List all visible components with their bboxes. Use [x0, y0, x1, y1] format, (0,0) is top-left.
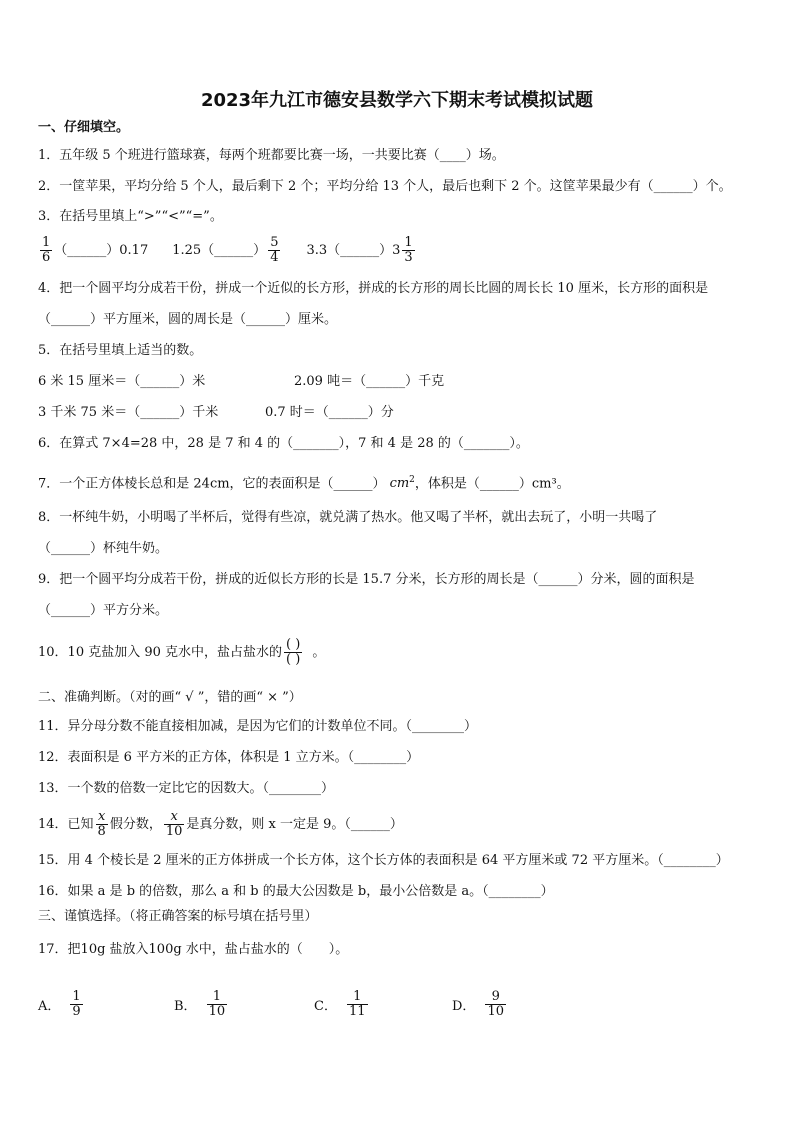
question-8-line-2: （______）杯纯牛奶。	[38, 541, 169, 556]
question-13: 13．一个数的倍数一定比它的因数大。（________）	[38, 781, 335, 796]
question-9-line-1: 9．把一个圆平均分成若干份，拼成的近似长方形的长是 15.7 分米，长方形的周长是（______）分米，圆的面积是	[38, 572, 695, 587]
option-c[interactable]: C． $\frac{1}{11}$	[314, 989, 366, 1019]
question-12: 12．表面积是 6 平方米的正方体，体积是 1 立方米。（________）	[38, 750, 420, 765]
section-heading-fill-in: 一、仔细填空。	[38, 120, 130, 135]
question-6: 6．在算式 7×4=28 中，28 是 7 和 4 的（_______），7 和 4 是 28 的（_______）。	[38, 436, 529, 451]
question-4-line-2: （______）平方厘米，圆的周长是（______）厘米。	[38, 312, 338, 327]
fraction: $\frac{x}{10}$	[165, 809, 183, 839]
option-d[interactable]: D． $\frac{9}{10}$	[452, 989, 504, 1019]
question-7: 7．一个正方体棱长总和是 24cm，它的表面积是（______） $cm^2$，体积是（______）cm³。	[38, 475, 570, 492]
question-3: 3．在括号里填上“>”“<”“=”。	[38, 209, 223, 224]
option-a[interactable]: A． $\frac{1}{9}$	[38, 989, 81, 1019]
section-heading-choice: 三、谨慎选择。（将正确答案的标号填在括号里）	[38, 909, 318, 924]
question-16: 16．如果 a 是 b 的倍数，那么 a 和 b 的最大公因数是 b，最小公倍数是 a。（________）	[38, 884, 554, 899]
option-b[interactable]: B． $\frac{1}{10}$	[174, 989, 226, 1019]
fraction: $\frac{1}{3}$	[404, 235, 413, 265]
question-5c: 3 千米 75 米＝（______）千米	[38, 405, 219, 420]
question-1: 1．五年级 5 个班进行篮球赛，每两个班都要比赛一场，一共要比赛（____）场。	[38, 148, 505, 163]
question-8-line-1: 8．一杯纯牛奶，小明喝了半杯后，觉得有些凉，就兑满了热水。他又喝了半杯，就出去玩了，小明一共喝了	[38, 510, 658, 525]
question-17: 17．把10g 盐放入100g 水中，盐占盐水的（ ）。	[38, 942, 349, 957]
fraction: $\frac{5}{4}$	[270, 235, 279, 265]
fraction: $\frac{x}{8}$	[97, 809, 106, 839]
blank-fraction: $\frac{( )}{( )}$	[286, 637, 301, 667]
question-3-comparisons: $\frac{1}{6}$ （______）0.17 1.25（______） $\frac{5}{4}$ 3.3（______）3 $\frac{1}{3}$	[42, 235, 413, 265]
question-5d: 0.7 时＝（______）分	[265, 405, 394, 420]
page-title: 2023年九江市德安县数学六下期末考试模拟试题	[200, 90, 594, 111]
question-2: 2．一筐苹果，平均分给 5 个人，最后剩下 2 个；平均分给 13 个人，最后也剩下 2 个。这筐苹果最少有（______）个。	[38, 179, 732, 194]
question-11: 11．异分母分数不能直接相加减，是因为它们的计数单位不同。（________）	[38, 719, 478, 734]
question-10: 10．10 克盐加入 90 克水中，盐占盐水的 $\frac{( )}{( )}$ 。	[38, 637, 326, 667]
question-5a: 6 米 15 厘米＝（______）米	[38, 374, 206, 389]
question-15: 15．用 4 个棱长是 2 厘米的正方体拼成一个长方体，这个长方体的表面积是 64 平方厘米或 72 平方厘米。（________）	[38, 853, 729, 868]
section-heading-judge: 二、准确判断。（对的画“ √ ”，错的画“ × ”）	[38, 690, 302, 705]
question-5b: 2.09 吨＝（______）千克	[294, 374, 445, 389]
question-5: 5．在括号里填上适当的数。	[38, 343, 203, 358]
question-4-line-1: 4．把一个圆平均分成若干份，拼成一个近似的长方形，拼成的长方形的周长比圆的周长长 10 厘米，长方形的面积是	[38, 281, 709, 296]
question-9-line-2: （______）平方分米。	[38, 603, 169, 618]
question-14: 14．已知 $\frac{x}{8}$ 假分数， $\frac{x}{10}$ 是真分数，则 x 一定是 9。（______）	[38, 809, 403, 839]
fraction: $\frac{1}{6}$	[42, 235, 51, 265]
